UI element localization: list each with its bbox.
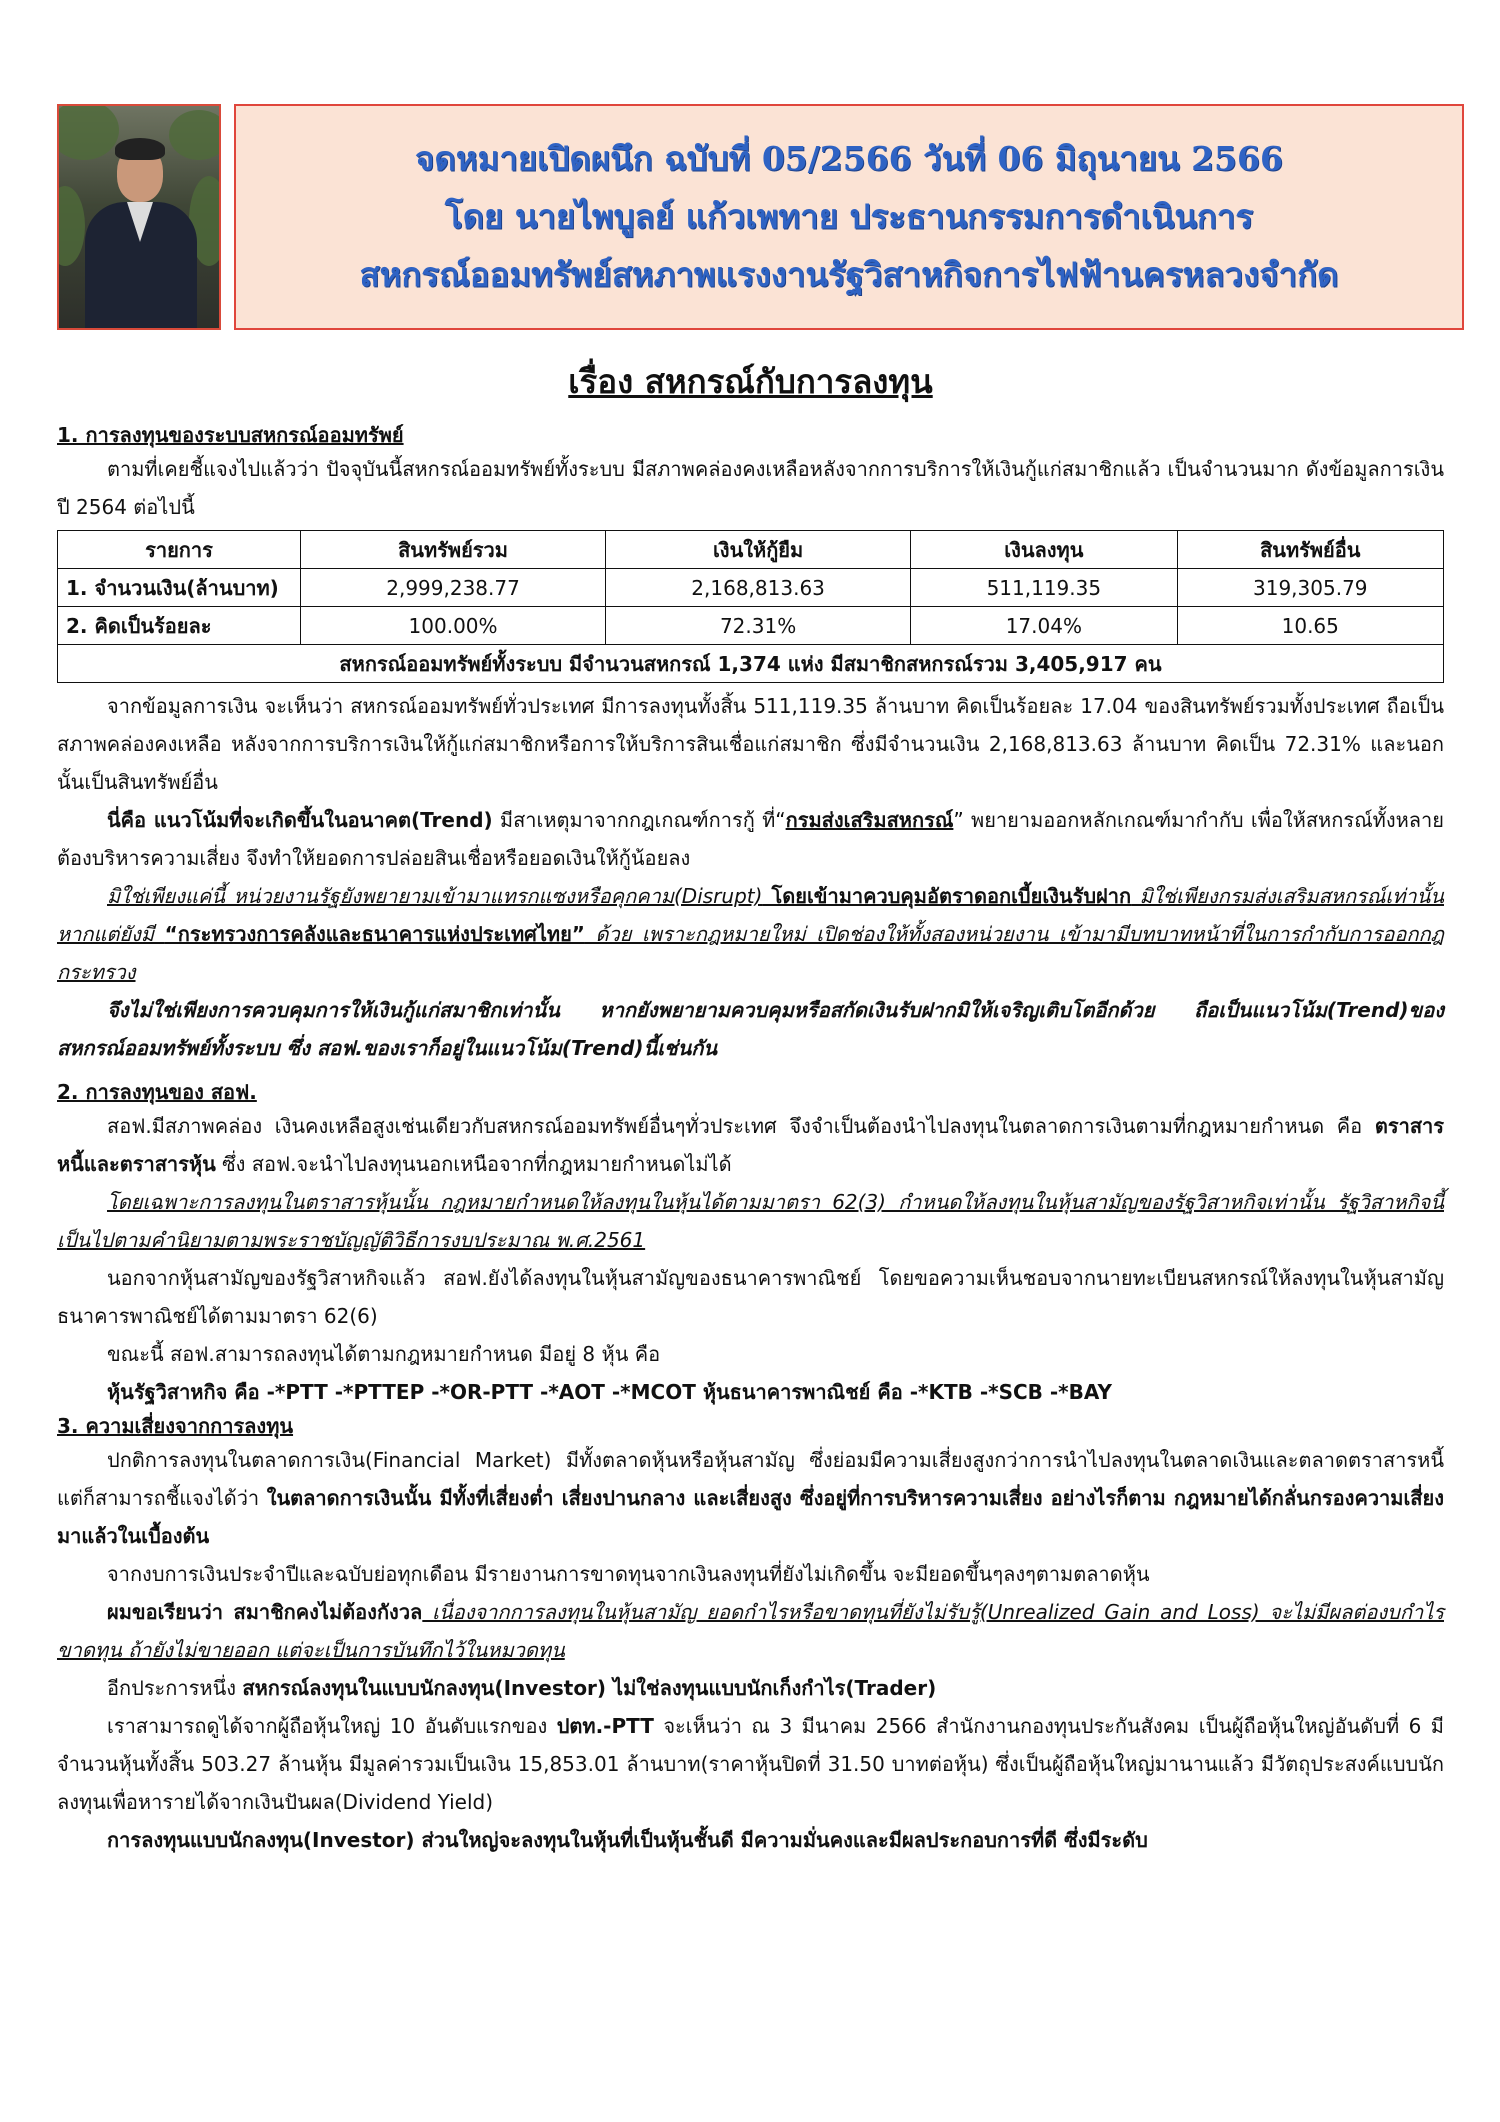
letter-body [57, 355, 1444, 1859]
s1-paragraph-3 [57, 877, 1444, 991]
header-line-1: จดหมายเปิดผนึก ฉบับที่ 05/2566 วันที่ 06 มิถุนายน 2566 [415, 139, 1283, 178]
table-header: เงินลงทุน [911, 531, 1177, 569]
s3-p4-b: สหกรณ์ลงทุนในแบบนักลงทุน(Investor) ไม่ใช่ลงทุนแบบนักเก็งกำไร(Trader) [242, 1676, 937, 1700]
table-cell: 72.31% [606, 607, 911, 645]
page-title: เรื่อง สหกรณ์กับการลงทุน [568, 362, 933, 401]
s1-p2-text-a: มีสาเหตุมาจากกฎเกณฑ์การกู้ ที่“ [492, 808, 786, 832]
s2-paragraph-2: โดยเฉพาะการลงทุนในตราสารหุ้นนั้น กฎหมายกำหนดให้ลงทุนในหุ้นได้ตามมาตรา 62(3) กำหนดให้ลงทุนในหุ้นสามัญของรัฐวิสาหกิจเท่านั้น รัฐวิสาหกิจนี้เป็นไปตามคำนิยามตามพระราชบัญญัติวิธีการงบประมาณ พ.ศ.2561 [57, 1190, 1444, 1252]
table-header: สินทรัพย์รวม [301, 531, 606, 569]
s1-paragraph-2 [57, 801, 1444, 877]
s1-p3-d: “กระทรวงการคลังและธนาคารแห่งประเทศไทย” [164, 922, 585, 946]
s3-p3-a: ผมขอเรียนว่า สมาชิกคงไม่ต้องกังวล [107, 1600, 423, 1624]
table-footer-row [58, 645, 1444, 683]
s2-paragraph-1 [57, 1107, 1444, 1183]
s2-p1-c: ซึ่ง สอฟ.จะนำไปลงทุนนอกเหนือจากที่กฎหมายกำหนดไม่ได้ [215, 1152, 732, 1176]
header-banner [234, 104, 1464, 330]
table-cell: 2. คิดเป็นร้อยละ [58, 607, 301, 645]
s3-paragraph-5 [57, 1707, 1444, 1821]
table-header: สินทรัพย์อื่น [1177, 531, 1443, 569]
table-cell: 10.65 [1177, 607, 1443, 645]
s1-paragraph-4: จึงไม่ใช่เพียงการควบคุมการให้เงินกู้แก่สมาชิกเท่านั้น หากยังพยายามควบคุมหรือสกัดเงินรับฝากมิให้เจริญเติบโตอีกด้วย ถือเป็นแนวโน้ม(Trend)ของสหกรณ์ออมทรัพย์ทั้งระบบ ซึ่ง สอฟ.ของเราก็อยู่ในแนวโน้ม(Trend)นี้เช่นกัน [57, 998, 1444, 1060]
s3-p5-a: เราสามารถดูได้จากผู้ถือหุ้นใหญ่ 10 อันดับแรกของ [107, 1714, 557, 1738]
table-cell: 17.04% [911, 607, 1177, 645]
table-cell: 1. จำนวนเงิน(ล้านบาท) [58, 569, 301, 607]
table-row [58, 569, 1444, 607]
s2-p1-a: สอฟ.มีสภาพคล่อง เงินคงเหลือสูงเช่นเดียวกับสหกรณ์ออมทรัพย์อื่นๆทั่วประเทศ จึงจำเป็นต้องนำไปลงทุนในตลาดการเงินตามที่กฎหมายกำหนด คือ [107, 1114, 1375, 1138]
org-name: กรมส่งเสริมสหกรณ์ [785, 808, 954, 832]
trend-emphasis: นี่คือ แนวโน้มที่จะเกิดขึ้นในอนาคต(Trend) [107, 808, 493, 832]
table-header: เงินให้กู้ยืม [606, 531, 911, 569]
table-header: รายการ [58, 531, 301, 569]
chairman-photo [57, 104, 221, 330]
table-row [58, 607, 1444, 645]
s3-p3-b: เนื่องจากการลงทุนในหุ้นสามัญ ยอดกำไรหรือขาดทุนที่ยังไม่รับรู้(Unrealized Gain and Loss) จะไม่มีผลต่องบกำไรขาดทุน ถ้ายังไม่ขายออก แต่จะเป็นการบันทึกไว้ในหมวดทุน [57, 1600, 1444, 1662]
section-1-heading: 1. การลงทุนของระบบสหกรณ์ออมทรัพย์ [57, 423, 404, 447]
s1-p3-e: ด้วย เพราะกฎหมายใหม่ เปิดช่องให้ทั้งสองหน่วยงาน เข้ามามีบทบาทหน้าที่ในการกำกับการออกกฎกระทรวง [57, 922, 1444, 984]
s3-p4-a: อีกประการหนึ่ง [107, 1676, 243, 1700]
s1-p3-a: มิใช่เพียงแค่นี้ หน่วยงานรัฐยังพยายามเข้ามาแทรกแซงหรือคุกคาม(Disrupt) [107, 884, 763, 908]
s3-p5-c: จะเห็นว่า ณ 3 มีนาคม 2566 สำนักงานกองทุนประกันสังคม เป็นผู้ถือหุ้นใหญ่อันดับที่ 6 มีจำนวนหุ้นทั้งสิ้น 503.27 ล้านหุ้น มีมูลค่ารวมเป็นเงิน 15,853.01 ล้านบาท(ราคาหุ้นปิดที่ 31.50 บาทต่อหุ้น) ซึ่งเป็นผู้ถือหุ้นใหญ่มานานแล้ว มีวัตถุประสงค์แบบนักลงทุนเพื่อหารายได้จากเงินปันผล(Dividend Yield) [57, 1714, 1444, 1814]
table-cell: 2,168,813.63 [606, 569, 911, 607]
section-3-heading: 3. ความเสี่ยงจากการลงทุน [57, 1414, 294, 1438]
financial-table [57, 530, 1444, 683]
s3-p1-b: ในตลาดการเงินนั้น มีทั้งที่เสี่ยงต่ำ เสี่ยงปานกลาง และเสี่ยงสูง ซึ่งอยู่ที่การบริหารความเสี่ยง อย่างไรก็ตาม กฎหมายได้กลั่นกรองความเสี่ยงมาแล้วในเบื้องต้น [57, 1486, 1444, 1548]
table-cell: 2,999,238.77 [301, 569, 606, 607]
table-footer: สหกรณ์ออมทรัพย์ทั้งระบบ มีจำนวนสหกรณ์ 1,374 แห่ง มีสมาชิกสหกรณ์รวม 3,405,917 คน [58, 645, 1444, 683]
s3-paragraph-6: การลงทุนแบบนักลงทุน(Investor) ส่วนใหญ่จะลงทุนในหุ้นที่เป็นหุ้นชั้นดี มีความมั่นคงและมีผลประกอบการที่ดี ซึ่งมีระดับ [107, 1828, 1148, 1852]
table-cell: 511,119.35 [911, 569, 1177, 607]
header-line-2: โดย นายไพบูลย์ แก้วเพทาย ประธานกรรมการดำเนินการ [444, 197, 1254, 236]
header-line-3: สหกรณ์ออมทรัพย์สหภาพแรงงานรัฐวิสาหกิจการไฟฟ้านครหลวงจำกัด [359, 255, 1339, 294]
s3-paragraph-1 [57, 1441, 1444, 1555]
s3-p5-b: ปตท.-PTT [556, 1714, 654, 1738]
table-header-row [58, 531, 1444, 569]
s1-intro: ตามที่เคยชี้แจงไปแล้วว่า ปัจจุบันนี้สหกรณ์ออมทรัพย์ทั้งระบบ มีสภาพคล่องคงเหลือหลังจากการบริการให้เงินกู้แก่สมาชิกแล้ว เป็นจำนวนมาก ดังข้อมูลการเงิน ปี 2564 ต่อไปนี้ [57, 457, 1444, 519]
table-cell: 100.00% [301, 607, 606, 645]
table-cell: 319,305.79 [1177, 569, 1443, 607]
s1-p2-text-b: ” พยายามออกหลักเกณฑ์มากำกับ เพื่อให้สหกรณ์ทั้งหลายต้องบริหารความเสี่ยง จึงทำให้ยอดการปล่อยสินเชื่อหรือยอดเงินให้กู้น้อยลง [57, 808, 1444, 870]
s1-p3-c: มิใช่เพียงกรมส่งเสริมสหกรณ์เท่านั้น หากแต่ยังมี [57, 884, 1444, 946]
s2-paragraph-3: นอกจากหุ้นสามัญของรัฐวิสาหกิจแล้ว สอฟ.ยังได้ลงทุนในหุ้นสามัญของธนาคารพาณิชย์ โดยขอความเห็นชอบจากนายทะเบียนสหกรณ์ให้ลงทุนในหุ้นสามัญธนาคารพาณิชย์ได้ตามมาตรา 62(6) [57, 1266, 1444, 1328]
s1-paragraph-1: จากข้อมูลการเงิน จะเห็นว่า สหกรณ์ออมทรัพย์ทั่วประเทศ มีการลงทุนทั้งสิ้น 511,119.35 ล้านบาท คิดเป็นร้อยละ 17.04 ของสินทรัพย์รวมทั้งประเทศ ถือเป็นสภาพคล่องคงเหลือ หลังจากการบริการเงินให้กู้แก่สมาชิกหรือการให้บริการสินเชื่อแก่สมาชิก ซึ่งมีจำนวนเงิน 2,168,813.63 ล้านบาท คิดเป็น 72.31% และนอกนั้นเป็นสินทรัพย์อื่น [57, 694, 1444, 794]
s1-p3-b: โดยเข้ามาควบคุมอัตราดอกเบี้ยเงินรับฝาก [762, 884, 1132, 908]
s3-paragraph-2: จากงบการเงินประจำปีและฉบับย่อทุกเดือน มีรายงานการขาดทุนจากเงินลงทุนที่ยังไม่เกิดขึ้น จะมียอดขึ้นๆลงๆตามตลาดหุ้น [107, 1562, 1150, 1586]
s3-p1-a: ปกติการลงทุนในตลาดการเงิน(Financial Market) มีทั้งตลาดหุ้นหรือหุ้นสามัญ ซึ่งย่อมมีความเสี่ยงสูงกว่าการนำไปลงทุนในตลาดเงินและตลาดตราสารหนี้ แต่ก็สามารถชี้แจงได้ว่า [57, 1448, 1444, 1510]
s3-paragraph-3 [57, 1593, 1444, 1669]
s2-paragraph-4: ขณะนี้ สอฟ.สามารถลงทุนได้ตามกฎหมายกำหนด มีอยู่ 8 หุ้น คือ [107, 1342, 661, 1366]
s3-paragraph-4 [57, 1669, 1444, 1707]
section-2-heading: 2. การลงทุนของ สอฟ. [57, 1080, 257, 1104]
s2-stock-list: หุ้นรัฐวิสาหกิจ คือ -*PTT -*PTTEP -*OR-PTT -*AOT -*MCOT หุ้นธนาคารพาณิชย์ คือ -*KTB -*SCB -*BAY [107, 1380, 1112, 1404]
s2-p1-b: ตราสารหนี้และตราสารหุ้น [57, 1114, 1444, 1176]
